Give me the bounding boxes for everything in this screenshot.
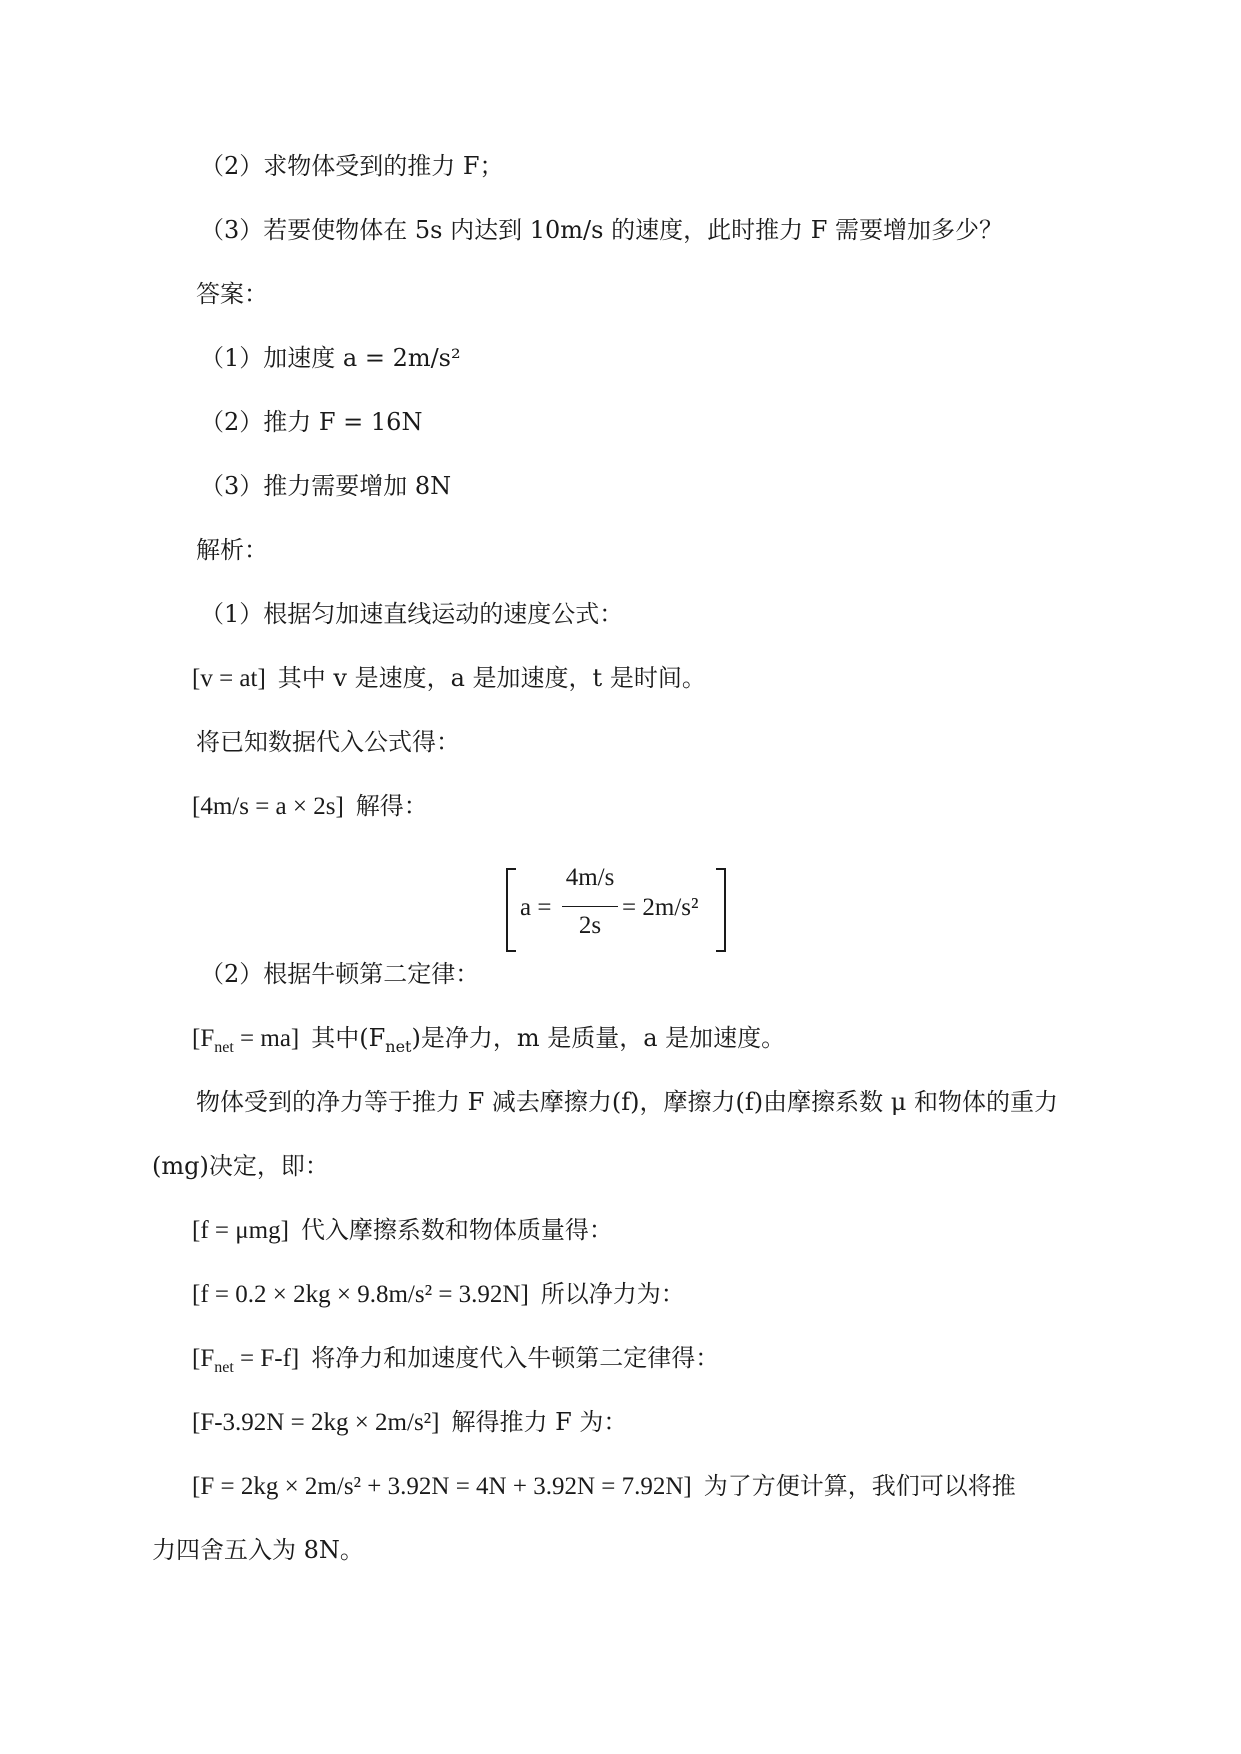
net-force-formula: $[F_{net} = F-f]$ <box>192 1345 300 1376</box>
left-bracket <box>506 868 516 952</box>
answer-2: （2）推力 F = 16N <box>200 408 423 436</box>
step2-intro: （2）根据牛顿第二定律： <box>200 960 480 988</box>
fraction-denominator: 2s <box>578 912 602 939</box>
step2-paragraph-line1: 物体受到的净力等于推力 F 减去摩擦力(f)，摩擦力(f)由摩擦系数 μ 和物体的重力 <box>196 1088 1058 1116</box>
answer-label: 答案： <box>196 280 268 308</box>
acceleration-fraction <box>506 862 726 954</box>
step1-calc-line <box>192 790 428 823</box>
final-tail: 力四舍五入为 8N。 <box>152 1536 364 1564</box>
friction-calc-line <box>192 1278 685 1311</box>
friction-formula: [f = μmg] <box>192 1217 289 1244</box>
answer-1: （1）加速度 a = 2m/s² <box>200 344 461 372</box>
net-force-note: 将净力和加速度代入牛顿第二定律得： <box>311 1344 720 1372</box>
equation: [F-3.92N = 2kg × 2m/s²] <box>192 1409 440 1436</box>
fraction-lhs: a = <box>520 894 552 921</box>
friction-formula-note: 代入摩擦系数和物体质量得： <box>300 1216 613 1244</box>
newton-formula: $[F_{net} = ma]$ <box>192 1025 300 1056</box>
analysis-label: 解析： <box>196 536 268 564</box>
fraction-bar <box>562 906 618 907</box>
step2-paragraph-line2: (mg)决定，即： <box>152 1152 329 1180</box>
step1-intro: （1）根据匀加速直线运动的速度公式： <box>200 600 624 628</box>
final-line <box>192 1470 1016 1503</box>
question-3: （3）若要使物体在 5s 内达到 10m/s 的速度，此时推力 F 需要增加多少？ <box>200 216 1003 244</box>
step1-formula-line <box>192 662 706 695</box>
step2-formula-line <box>192 1022 785 1055</box>
equation-line <box>192 1406 627 1439</box>
friction-formula-line <box>192 1214 613 1247</box>
velocity-calc-note: 解得： <box>355 792 428 820</box>
final-formula: [F = 2kg × 2m/s² + 3.92N = 4N + 3.92N = 7.92N] <box>192 1473 692 1500</box>
friction-calc-note: 所以净力为： <box>540 1280 685 1308</box>
equation-note: 解得推力 F 为： <box>451 1408 628 1436</box>
answer-3: （3）推力需要增加 8N <box>200 472 452 500</box>
step1-substitute: 将已知数据代入公式得： <box>196 728 460 756</box>
friction-calc: [f = 0.2 × 2kg × 9.8m/s² = 3.92N] <box>192 1281 529 1308</box>
fraction-rhs: = 2m/s² <box>622 894 699 921</box>
net-force-line <box>192 1342 719 1375</box>
question-2: （2）求物体受到的推力 F； <box>200 152 504 180</box>
newton-formula-note: 其中$(F_{net})$是净力，m 是质量，a 是加速度。 <box>311 1024 786 1056</box>
fraction-numerator: 4m/s <box>565 864 615 891</box>
velocity-formula-note: 其中 v 是速度，a 是加速度，t 是时间。 <box>277 664 706 692</box>
velocity-formula: [v = at] <box>192 665 266 692</box>
velocity-calc: [4m/s = a × 2s] <box>192 793 344 820</box>
right-bracket <box>716 868 726 952</box>
final-note: 为了方便计算，我们可以将推 <box>703 1472 1016 1500</box>
